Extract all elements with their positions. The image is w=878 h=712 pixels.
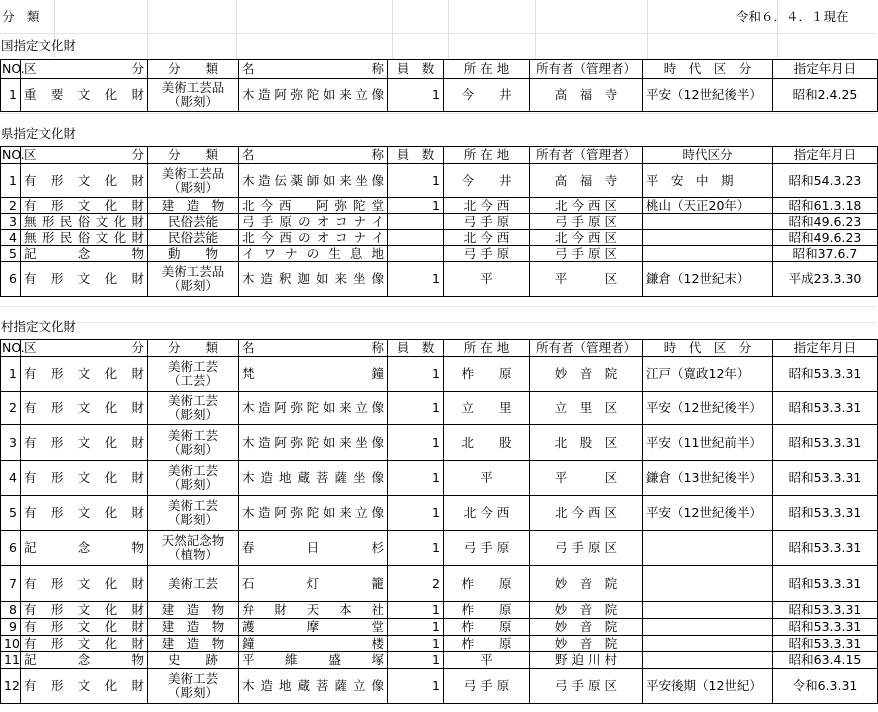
- cell-bunrui: [148, 636, 239, 652]
- cell-no: 6: [1, 262, 21, 297]
- cell-era: [643, 652, 773, 669]
- table-row: [1, 230, 878, 246]
- cell-era: 平安（12世紀後半）: [643, 79, 773, 112]
- cell-loc: 今 井: [444, 79, 530, 112]
- cell-owner: 妙 音 院: [530, 619, 643, 636]
- cell-date: 昭和53.3.31: [773, 636, 878, 652]
- bunrui-line: 美術工芸品: [161, 264, 225, 279]
- cell-loc: 平: [444, 262, 530, 297]
- cell-name: 木造伝薬師如来坐像: [239, 164, 388, 198]
- cell-name: 弓手原のオコナイ: [239, 214, 388, 230]
- cell-era: 平安（11世紀前半）: [643, 425, 773, 461]
- cell-loc: 今 井: [444, 164, 530, 198]
- cell-date: 昭和63.4.15: [773, 652, 878, 669]
- cell-bunrui: [148, 602, 239, 619]
- cell-no: 12: [1, 669, 21, 704]
- cell-owner: 妙 音 院: [530, 566, 643, 602]
- column-header: 区 分: [21, 147, 148, 164]
- bunrui-line: 天然記念物: [161, 533, 225, 548]
- table-row: [1, 652, 878, 669]
- cell-era: [643, 602, 773, 619]
- column-header: 分 類: [148, 60, 239, 79]
- cell-date: 令和6.3.31: [773, 669, 878, 704]
- cell-owner: 妙 音 院: [530, 636, 643, 652]
- bunrui-line: 美術工芸: [167, 359, 218, 374]
- cell-no: 1: [1, 357, 21, 392]
- cell-era: [643, 531, 773, 566]
- cell-bunrui: [148, 214, 239, 230]
- cell-kubun: 重要文化財: [21, 79, 148, 112]
- cell-era: 鎌倉（13世紀後半）: [643, 461, 773, 496]
- header-row: [1, 147, 878, 164]
- cell-era: [643, 246, 773, 262]
- as-of-date: 令和６．４．１現在: [736, 9, 849, 24]
- column-header: 分 類: [148, 147, 239, 164]
- cell-date: 昭和54.3.23: [773, 164, 878, 198]
- cell-count: 1: [388, 531, 444, 566]
- column-header: 員 数: [388, 60, 444, 79]
- cell-name: 木造阿弥陀如来坐像: [239, 425, 388, 461]
- cell-no: 1: [1, 164, 21, 198]
- cell-count: [388, 214, 444, 230]
- cell-no: 2: [1, 392, 21, 425]
- cell-loc: 弓 手 原: [444, 214, 530, 230]
- bunrui-line: （彫刻）: [167, 441, 218, 457]
- cell-kubun: 無形民俗文化財: [21, 230, 148, 246]
- bunrui-line: 美術工芸: [167, 671, 218, 686]
- column-header: 指定年月日: [773, 147, 878, 164]
- bunrui-line: 美術工芸: [167, 498, 218, 513]
- bunrui-line: 建 造 物: [161, 197, 225, 213]
- cell-kubun: 記 念 物: [21, 652, 148, 669]
- table-row: [1, 198, 878, 214]
- cell-count: 1: [388, 636, 444, 652]
- cell-no: 5: [1, 496, 21, 531]
- cell-owner: 弓 手 原 区: [530, 531, 643, 566]
- cell-loc: 柞 原: [444, 619, 530, 636]
- bunrui-line: 美術工芸品: [161, 165, 225, 181]
- table-row: [1, 357, 878, 392]
- cell-era: 桃山（天正20年）: [643, 198, 773, 214]
- cell-loc: 北 今 西: [444, 496, 530, 531]
- bunrui-line: 史 跡: [167, 652, 218, 667]
- bunrui-line: 建 造 物: [161, 619, 225, 634]
- column-header: 指定年月日: [773, 340, 878, 357]
- cell-bunrui: [148, 262, 239, 297]
- cell-owner: 妙 音 院: [530, 357, 643, 392]
- table-row: [1, 669, 878, 704]
- bunrui-line: （彫刻）: [167, 512, 218, 527]
- bunrui-line: （彫刻）: [167, 94, 218, 109]
- bunrui-line: 美術工芸: [167, 393, 218, 408]
- cell-bunrui: [148, 198, 239, 214]
- column-header: NO.: [2, 147, 25, 162]
- cell-name: 弁 財 天 本 社: [239, 602, 388, 619]
- table-row: [1, 602, 878, 619]
- column-header: 時 代 区 分: [643, 60, 773, 79]
- column-header: 指定年月日: [773, 60, 878, 79]
- bunrui-line: 民俗芸能: [167, 213, 218, 229]
- cell-no: 7: [1, 566, 21, 602]
- cell-era: [643, 214, 773, 230]
- cell-loc: 柞 原: [444, 566, 530, 602]
- cell-name: 木造阿弥陀如来立像: [239, 496, 388, 531]
- cell-loc: 柞 原: [444, 602, 530, 619]
- cell-bunrui: [148, 566, 239, 602]
- cell-no: 5: [1, 246, 21, 262]
- cell-era: 平 安 中 期: [643, 164, 773, 198]
- cell-date: 昭和49.6.23: [773, 230, 878, 246]
- cell-count: 1: [388, 198, 444, 214]
- cell-no: 8: [1, 602, 21, 619]
- cell-date: 昭和53.3.31: [773, 619, 878, 636]
- table-row: [1, 496, 878, 531]
- cell-era: [643, 230, 773, 246]
- bunrui-line: 美術工芸品: [161, 80, 225, 95]
- cell-owner: 平 区: [530, 461, 643, 496]
- cell-name: 平 維 盛 塚: [239, 652, 388, 669]
- bunrui-line: 美術工芸: [167, 427, 218, 443]
- cell-no: 10: [1, 636, 21, 652]
- cell-bunrui: [148, 164, 239, 198]
- cell-owner: 弓 手 原 区: [530, 214, 643, 230]
- cell-kubun: 有形文化財: [21, 198, 148, 214]
- column-header: 員 数: [388, 147, 444, 164]
- cell-owner: 北 今 西 区: [530, 496, 643, 531]
- bunrui-line: 美術工芸: [167, 463, 218, 478]
- column-header: 区 分: [21, 60, 148, 79]
- cell-bunrui: [148, 392, 239, 425]
- cell-loc: 北 今 西: [444, 230, 530, 246]
- cell-name: 梵 鐘: [239, 357, 388, 392]
- cell-count: 1: [388, 602, 444, 619]
- cell-bunrui: [148, 357, 239, 392]
- cell-kubun: 有形文化財: [21, 461, 148, 496]
- cell-date: 昭和53.3.31: [773, 392, 878, 425]
- cell-kubun: 有形文化財: [21, 496, 148, 531]
- column-header: NO.: [1, 60, 21, 79]
- cell-kubun: 有形文化財: [21, 669, 148, 704]
- cell-name: 木造地蔵菩薩坐像: [239, 461, 388, 496]
- cell-date: 昭和53.3.31: [773, 461, 878, 496]
- cell-kubun: 記 念 物: [21, 246, 148, 262]
- cell-no: 4: [1, 230, 21, 246]
- cell-owner: 北 今 西 区: [530, 198, 643, 214]
- bunrui-line: 動 物: [167, 245, 218, 261]
- cell-count: 1: [388, 461, 444, 496]
- table-row: [1, 392, 878, 425]
- table-row: [1, 262, 878, 297]
- section-title-kuni: 国指定文化財: [1, 38, 77, 53]
- cell-bunrui: [148, 246, 239, 262]
- cell-name: 護 摩 堂: [239, 619, 388, 636]
- cell-name: 木造釈迦如来坐像: [239, 262, 388, 297]
- cell-count: 1: [388, 357, 444, 392]
- section-title-ken: 県指定文化財: [1, 126, 77, 141]
- cell-count: 1: [388, 79, 444, 112]
- cell-loc: 北 股: [444, 425, 530, 461]
- cell-count: 1: [388, 652, 444, 669]
- cell-era: [643, 566, 773, 602]
- bunrui-line: 建 造 物: [161, 602, 225, 617]
- cell-count: 2: [388, 566, 444, 602]
- cell-owner: 高 福 寺: [530, 79, 643, 112]
- column-header: 区 分: [21, 340, 148, 357]
- header-row: [1, 60, 878, 79]
- column-header: 所 在 地: [444, 60, 530, 79]
- cell-era: 平安（12世紀後半）: [643, 496, 773, 531]
- cell-count: 1: [388, 164, 444, 198]
- cell-era: [643, 636, 773, 652]
- column-header: 所 在 地: [444, 340, 530, 357]
- cell-name: 北今西 阿弥陀堂: [239, 198, 388, 214]
- table-kuni: [0, 59, 878, 112]
- cell-owner: 平 区: [530, 262, 643, 297]
- cell-era: 鎌倉（12世紀末）: [643, 262, 773, 297]
- cell-count: 1: [388, 392, 444, 425]
- cell-owner: 弓 手 原 区: [530, 246, 643, 262]
- cell-bunrui: [148, 79, 239, 112]
- cell-loc: 立 里: [444, 392, 530, 425]
- bunrui-line: （彫刻）: [167, 407, 218, 422]
- cell-date: 昭和53.3.31: [773, 602, 878, 619]
- cell-date: 昭和53.3.31: [773, 566, 878, 602]
- cell-bunrui: [148, 425, 239, 461]
- table-ken: [0, 146, 878, 297]
- cell-kubun: 有形文化財: [21, 164, 148, 198]
- cell-name: 木造阿弥陀如来立像: [239, 79, 388, 112]
- cell-kubun: 有形文化財: [21, 619, 148, 636]
- cell-kubun: 記 念 物: [21, 531, 148, 566]
- cell-loc: 柞 原: [444, 357, 530, 392]
- bunrui-line: （彫刻）: [167, 179, 218, 195]
- cell-era: 平安後期（12世紀）: [643, 669, 773, 704]
- column-header: 名 称: [239, 340, 388, 357]
- cell-loc: 平: [444, 652, 530, 669]
- cell-loc: 弓 手 原: [444, 669, 530, 704]
- column-header: 名 称: [239, 60, 388, 79]
- cell-no: 6: [1, 531, 21, 566]
- bunrui-line: 建 造 物: [161, 635, 225, 651]
- cell-name: 木造地蔵菩薩立像: [239, 669, 388, 704]
- cell-date: 昭和2.4.25: [773, 79, 878, 112]
- cell-bunrui: [148, 652, 239, 669]
- cell-date: 昭和61.3.18: [773, 198, 878, 214]
- cell-kubun: 有形文化財: [21, 392, 148, 425]
- cell-date: 昭和53.3.31: [773, 425, 878, 461]
- cell-name: 石 灯 籠: [239, 566, 388, 602]
- cell-count: 1: [388, 262, 444, 297]
- cell-no: 4: [1, 461, 21, 496]
- table-row: [1, 531, 878, 566]
- bunrui-line: （彫刻）: [167, 477, 218, 492]
- cell-bunrui: [148, 531, 239, 566]
- cell-loc: 弓 手 原: [444, 531, 530, 566]
- bunrui-line: （彫刻）: [167, 685, 218, 700]
- bunrui-line: 民俗芸能: [167, 229, 218, 245]
- bunrui-line: （彫刻）: [167, 278, 218, 293]
- cell-owner: 立 里 区: [530, 392, 643, 425]
- table-row: [1, 619, 878, 636]
- cell-name: 鐘 楼: [239, 636, 388, 652]
- cell-no: 3: [1, 425, 21, 461]
- column-header: 時代区分: [643, 147, 773, 164]
- table-row: [1, 79, 878, 112]
- column-header: 所有者（管理者）: [530, 147, 643, 164]
- category-label: 分 類: [2, 9, 40, 24]
- cell-name: イワナの生息地: [239, 246, 388, 262]
- cell-no: 3: [1, 214, 21, 230]
- cell-no: 11: [1, 652, 21, 669]
- table-row: [1, 461, 878, 496]
- column-header: NO.: [2, 340, 25, 355]
- cell-name: 北今西のオコナイ: [239, 230, 388, 246]
- cell-owner: 高 福 寺: [530, 164, 643, 198]
- table-row: [1, 636, 878, 652]
- cell-count: 1: [388, 619, 444, 636]
- cell-date: 平成23.3.30: [773, 262, 878, 297]
- bunrui-line: （工芸）: [167, 373, 218, 388]
- cell-loc: 北 今 西: [444, 198, 530, 214]
- cell-count: 1: [388, 496, 444, 531]
- table-row: [1, 214, 878, 230]
- cell-owner: 妙 音 院: [530, 602, 643, 619]
- cell-count: [388, 230, 444, 246]
- cell-date: 昭和53.3.31: [773, 531, 878, 566]
- cell-count: [388, 246, 444, 262]
- cell-no: 1: [1, 79, 21, 112]
- section-title-mura: 村指定文化財: [1, 319, 77, 334]
- cell-kubun: 有形文化財: [21, 357, 148, 392]
- cell-loc: 平: [444, 461, 530, 496]
- cell-kubun: 有形文化財: [21, 602, 148, 619]
- cell-owner: 北 今 西 区: [530, 230, 643, 246]
- bunrui-line: （植物）: [167, 547, 218, 562]
- cell-date: 昭和53.3.31: [773, 357, 878, 392]
- cell-kubun: 有形文化財: [21, 262, 148, 297]
- cell-owner: 弓 手 原 区: [530, 669, 643, 704]
- column-header: 所有者（管理者）: [530, 340, 643, 357]
- cell-owner: 北 股 区: [530, 425, 643, 461]
- cell-no: 9: [1, 619, 21, 636]
- cell-kubun: 有形文化財: [21, 425, 148, 461]
- cell-bunrui: [148, 461, 239, 496]
- cell-owner: 野 迫 川 村: [530, 652, 643, 669]
- table-mura: [0, 339, 878, 704]
- column-header: 所有者（管理者）: [530, 60, 643, 79]
- cell-kubun: 無形民俗文化財: [21, 214, 148, 230]
- cell-count: 1: [388, 669, 444, 704]
- header-row: [1, 340, 878, 357]
- cell-kubun: 有形文化財: [21, 566, 148, 602]
- table-row: [1, 246, 878, 262]
- cell-date: 昭和37.6.7: [773, 246, 878, 262]
- cell-bunrui: [148, 230, 239, 246]
- column-header: 所 在 地: [444, 147, 530, 164]
- cell-name: 木造阿弥陀如来立像: [239, 392, 388, 425]
- cell-loc: 弓 手 原: [444, 246, 530, 262]
- cell-date: 昭和53.3.31: [773, 496, 878, 531]
- bunrui-line: 美術工芸: [167, 575, 218, 591]
- column-header: 時 代 区 分: [643, 340, 773, 357]
- cell-loc: 柞 原: [444, 636, 530, 652]
- cell-count: 1: [388, 425, 444, 461]
- cell-name: 春 日 杉: [239, 531, 388, 566]
- cell-bunrui: [148, 496, 239, 531]
- column-header: 員 数: [388, 340, 444, 357]
- cell-era: 平安（12世紀後半）: [643, 392, 773, 425]
- cell-bunrui: [148, 669, 239, 704]
- table-row: [1, 425, 878, 461]
- table-row: [1, 566, 878, 602]
- column-header: 名 称: [239, 147, 388, 164]
- cell-era: [643, 619, 773, 636]
- cell-kubun: 有形文化財: [21, 636, 148, 652]
- column-header: 分 類: [148, 340, 239, 357]
- cell-era: 江戸（寛政12年）: [643, 357, 773, 392]
- cell-bunrui: [148, 619, 239, 636]
- cell-no: 2: [1, 198, 21, 214]
- cell-date: 昭和49.6.23: [773, 214, 878, 230]
- table-row: [1, 164, 878, 198]
